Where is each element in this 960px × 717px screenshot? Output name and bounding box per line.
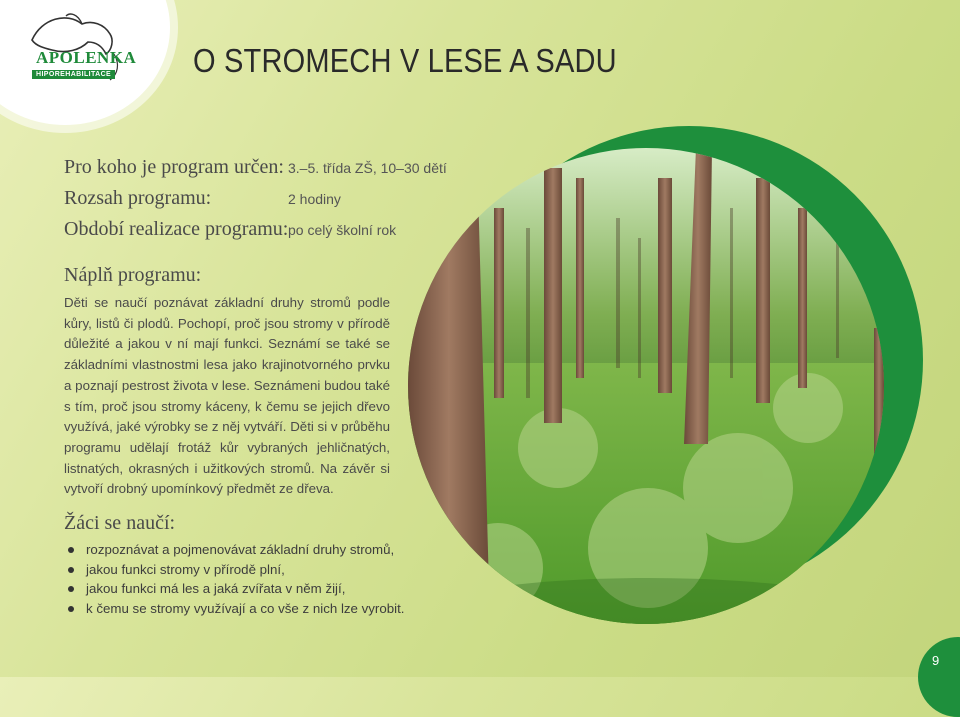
page-number-badge — [918, 637, 960, 717]
list-item-text: rozpoznávat a pojmenovávat základní druhy stromů, — [86, 542, 395, 557]
content-heading: Náplň programu: — [64, 264, 202, 286]
list-item-text: jakou funkci stromy v přírodě plní, — [86, 561, 285, 577]
bullet-icon — [68, 547, 74, 553]
bullet-icon — [68, 567, 74, 573]
logo-name: APOLENKA — [36, 48, 137, 67]
learn-list — [64, 540, 405, 618]
logo-subtitle: HIPOREHABILITACE — [32, 70, 115, 79]
meta-label: Období realizace programu: — [64, 218, 289, 240]
list-item — [64, 579, 405, 599]
meta-value: 3.–5. třída ZŠ, 10–30 dětí — [288, 160, 447, 176]
program-meta — [64, 156, 447, 249]
list-item — [64, 560, 405, 580]
list-item — [64, 540, 405, 560]
content-paragraph: Děti se naučí poznávat základní druhy stromů podle kůry, listů či plodů. Pochopí, proč jsou stromy v přírodě důležité a jakou v ní mají funkci. Seznámí se také se základními vlastnostmi lesa jako krajinotvorného prvku a poznají pestrost života v lese. Seznámeni budou také s tím, proč jsou stromy káceny, k čemu se jejich dřevo využívá, jaké výrobky se z něj vytváří. Děti si v průběhu programu udělají frotáž kůr vybraných jehličnatých, listnatých, okrasných i užitkových stromů. Na závěr si vytvoří drobný upomínkový předmět ze dřeva. — [64, 295, 390, 497]
forest-photo — [408, 148, 884, 624]
meta-label: Pro koho je program určen: — [64, 156, 284, 178]
bullet-icon — [68, 586, 74, 592]
meta-row-duration — [64, 187, 447, 218]
page-number: 9 — [932, 653, 940, 668]
learn-heading: Žáci se naučí: — [64, 512, 176, 534]
list-item — [64, 599, 405, 619]
bullet-icon — [68, 606, 74, 612]
list-item-text: jakou funkci má les a jaká zvířata v něm žijí, — [86, 581, 346, 596]
meta-value: 2 hodiny — [288, 191, 341, 207]
list-item-text: k čemu se stromy využívají a co vše z nich lze vyrobit. — [86, 600, 405, 616]
meta-row-target — [64, 156, 447, 187]
meta-row-period — [64, 218, 447, 249]
meta-value: po celý školní rok — [288, 222, 397, 238]
page-title: O STROMECH V LESE A SADU — [193, 42, 617, 79]
meta-label: Rozsah programu: — [64, 187, 212, 209]
